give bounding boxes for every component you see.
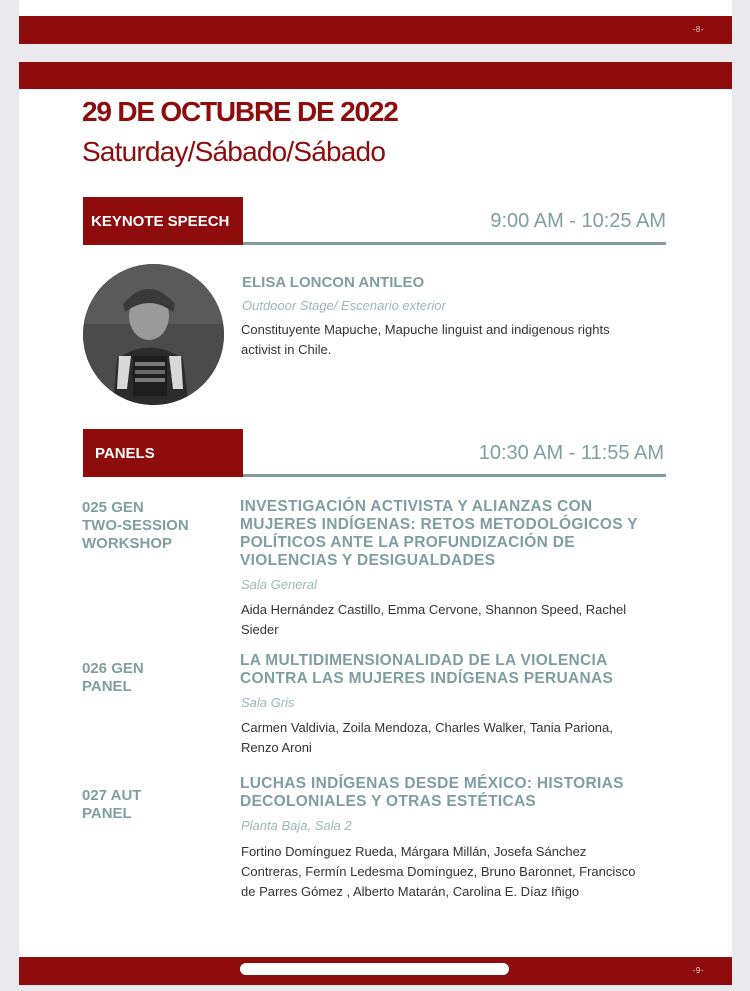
session-type: WORKSHOP (82, 535, 172, 552)
session-title-line: MUJERES INDÍGENAS: RETOS METODOLÓGICOS Y (240, 516, 638, 533)
speaker-photo (83, 264, 224, 405)
session-title-line: INVESTIGACIÓN ACTIVISTA Y ALIANZAS CON (240, 498, 593, 515)
page-number: -9- (692, 966, 704, 975)
session-code: 027 AUT (82, 787, 142, 804)
session-type: PANEL (82, 805, 132, 822)
keynote-divider (243, 242, 666, 245)
keynote-description-line: Constituyente Mapuche, Mapuche linguist and indigenous rights (241, 322, 610, 337)
session-type: TWO-SESSION (82, 517, 189, 534)
session-room: Planta Baja, Sala 2 (241, 818, 352, 833)
speaker-name: ELISA LONCON ANTILEO (242, 274, 425, 291)
session-participants-line: de Parres Gómez , Alberto Matarán, Carolina E. Díaz Iñigo (241, 884, 580, 899)
keynote-description-line: activist in Chile. (241, 342, 332, 357)
page-number: -8- (692, 25, 704, 34)
session-title-line: LUCHAS INDÍGENAS DESDE MÉXICO: HISTORIAS (240, 775, 624, 792)
session-participants-line: Aida Hernández Castillo, Emma Cervone, Shannon Speed, Rachel (241, 602, 627, 617)
session-code: 025 GEN (82, 499, 144, 516)
date-title: 29 DE OCTUBRE DE 2022 (82, 96, 398, 127)
session-participants-line: Fortino Domínguez Rueda, Márgara Millán, Josefa Sánchez (241, 844, 587, 859)
session-room: Sala Gris (241, 695, 295, 710)
session-participants-line: Sieder (241, 622, 279, 637)
session-title-line: CONTRA LAS MUJERES INDÍGENAS PERUANAS (240, 670, 614, 687)
panels-section-tab: PANELS (83, 429, 243, 477)
session-code: 026 GEN (82, 660, 144, 677)
panels-time: 10:30 AM - 11:55 AM (478, 442, 664, 464)
session-title-line: DECOLONIALES Y OTRAS ESTÉTICAS (240, 793, 537, 810)
session-room: Sala General (241, 577, 317, 592)
panels-divider (243, 474, 666, 477)
speaker-portrait-image (83, 264, 224, 405)
session-participants-line: Carmen Valdivia, Zoila Mendoza, Charles Walker, Tania Pariona, (241, 720, 613, 735)
previous-page (19, 0, 732, 44)
session-title-line: POLÍTICOS ANTE LA PROFUNDIZACIÓN DE (240, 534, 575, 551)
page-header-bar (19, 62, 732, 89)
session-title-line: LA MULTIDIMENSIONALIDAD DE LA VIOLENCIA (240, 652, 608, 669)
program-page (19, 62, 732, 985)
keynote-time: 9:00 AM - 10:25 AM (490, 210, 666, 232)
scroll-indicator[interactable] (240, 963, 509, 975)
session-participants-line: Renzo Aroni (241, 740, 312, 755)
keynote-section-tab: KEYNOTE SPEECH (83, 197, 243, 245)
session-type: PANEL (82, 678, 132, 695)
keynote-venue: Outdooor Stage/ Escenario exterior (242, 298, 446, 313)
session-title-line: VIOLENCIAS Y DESIGUALDADES (240, 552, 496, 569)
session-participants-line: Contreras, Fermín Ledesma Domínguez, Bruno Baronnet, Francisco (241, 864, 636, 879)
page-footer-bar (19, 16, 732, 44)
day-title: Saturday/Sábado/Sábado (82, 136, 386, 167)
